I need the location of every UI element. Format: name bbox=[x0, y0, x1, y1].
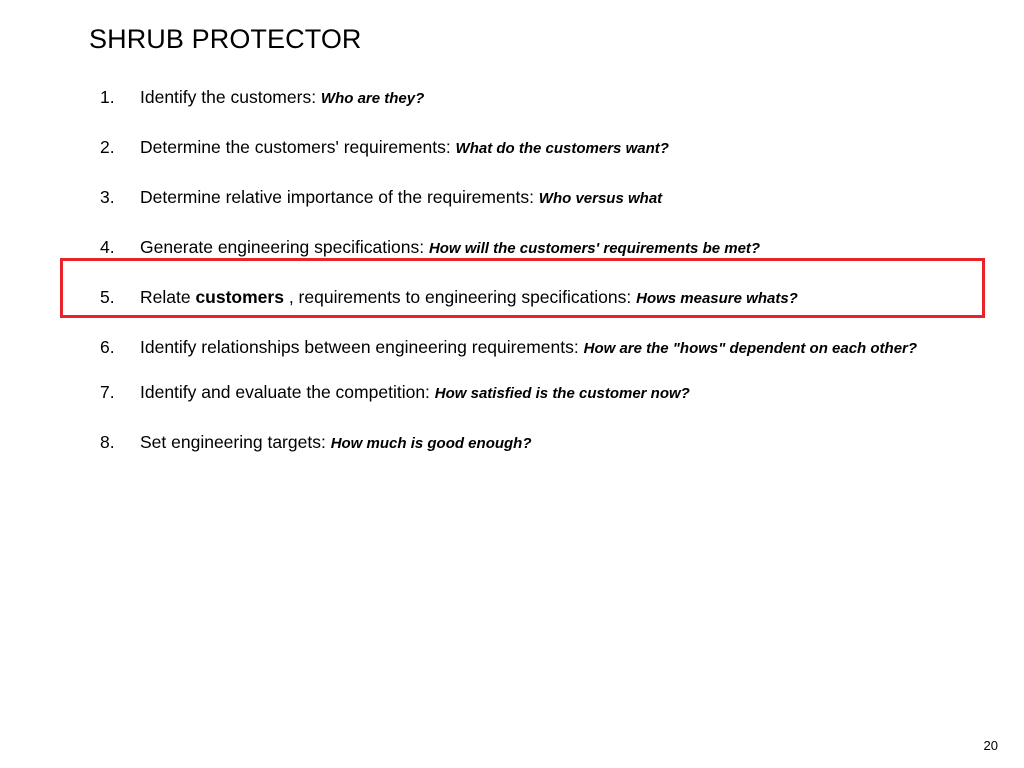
step-number: 6. bbox=[100, 337, 115, 357]
step-question: How much is good enough? bbox=[330, 435, 532, 452]
step-number: 2. bbox=[100, 137, 115, 157]
step-number: 3. bbox=[100, 187, 115, 207]
step-text: Relate bbox=[140, 287, 196, 307]
step-question: How will the customers' requirements be met? bbox=[428, 240, 761, 257]
step-emphasis: customers bbox=[195, 287, 284, 307]
step-text: Identify and evaluate the competition: bbox=[140, 382, 435, 402]
step-text: , requirements to engineering specifications: bbox=[283, 287, 637, 307]
step-text: Determine the customers' requirements: bbox=[140, 137, 456, 157]
step-number: 4. bbox=[100, 237, 115, 257]
page-number: 20 bbox=[983, 738, 998, 753]
step-question: How are the "hows" dependent on each other? bbox=[583, 340, 918, 357]
step-number: 1. bbox=[100, 87, 115, 107]
step-number: 8. bbox=[100, 432, 115, 452]
step-number: 5. bbox=[100, 287, 115, 307]
step-question: Who versus what bbox=[538, 190, 663, 207]
slide-title: SHRUB PROTECTOR bbox=[89, 24, 362, 54]
step-text: Identify the customers: bbox=[140, 87, 321, 107]
step-item-2 bbox=[98, 136, 938, 160]
step-item-7 bbox=[98, 381, 938, 405]
step-item-6 bbox=[98, 336, 938, 360]
step-question: How satisfied is the customer now? bbox=[434, 385, 690, 402]
step-item-8 bbox=[98, 431, 938, 455]
step-number: 7. bbox=[100, 382, 115, 402]
step-text: Generate engineering specifications: bbox=[140, 237, 429, 257]
step-item-3 bbox=[98, 186, 938, 210]
highlight-box bbox=[60, 258, 985, 318]
step-text: Identify relationships between engineering requirements: bbox=[140, 337, 584, 357]
step-question: Who are they? bbox=[320, 90, 425, 107]
step-text: Determine relative importance of the requirements: bbox=[140, 187, 539, 207]
step-item-4 bbox=[98, 236, 938, 260]
step-text: Set engineering targets: bbox=[140, 432, 331, 452]
step-question: What do the customers want? bbox=[455, 140, 669, 157]
step-item-1 bbox=[98, 86, 938, 110]
step-question: Hows measure whats? bbox=[636, 290, 798, 307]
